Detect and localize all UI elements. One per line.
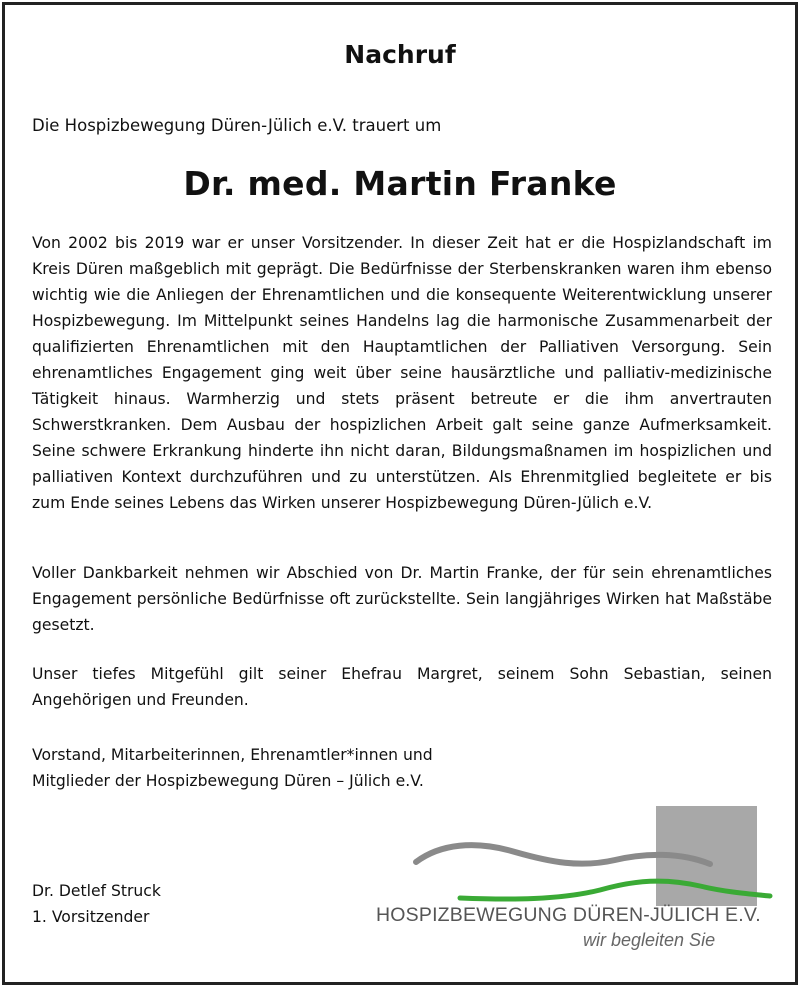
signature-line-2: Mitglieder der Hospizbewegung Düren – Jülich e.V. (32, 772, 424, 790)
logo-name: HOSPIZBEWEGUNG DÜREN-JÜLICH E.V. (376, 904, 761, 926)
signatory-role: 1. Vorsitzender (32, 908, 150, 926)
signatory (32, 878, 161, 930)
signature-line-1: Vorstand, Mitarbeiterinnen, Ehrenamtler*innen und (32, 746, 433, 764)
logo-tagline: wir begleiten Sie (583, 930, 716, 950)
intro-text: Die Hospizbewegung Düren-Jülich e.V. trauert um (32, 116, 442, 135)
paragraph-condolence: Unser tiefes Mitgefühl gilt seiner Ehefrau Margret, seinem Sohn Sebastian, seinen Angehörigen und Freunden. (32, 665, 772, 709)
organization-logo (376, 800, 780, 960)
signatory-name: Dr. Detlef Struck (32, 882, 161, 900)
paragraph-farewell: Voller Dankbarkeit nehmen wir Abschied von Dr. Martin Franke, der für sein ehrenamtliches Engagement persönliche Bedürfnisse oft zurückstellte. Sein langjähriges Wirken hat Maßstäbe gesetzt. (32, 564, 772, 634)
deceased-name: Dr. med. Martin Franke (183, 164, 617, 203)
signature-block (32, 742, 433, 794)
logo-graphic-icon (400, 800, 780, 910)
page-title: Nachruf (344, 40, 456, 69)
paragraph-tribute: Von 2002 bis 2019 war er unser Vorsitzender. In dieser Zeit hat er die Hospizlandschaft im Kreis Düren maßgeblich mit geprägt. Die Bedürfnisse der Sterbenskranken waren ihm ebenso wichtig wie die Anliegen der Ehrenamtlichen und die konsequente Weiterentwicklung unserer Hospizbewegung. Im Mittelpunkt seines Handelns lag die harmonische Zusammenarbeit der qualifizierten Ehrenamtlichen mit den Hauptamtlichen der Palliativen Versorgung. Sein ehrenamtliches Engagement ging weit über seine hausärztliche und palliativ-medizinische Tätigkeit hinaus. Warmherzig und stets präsent betreute er die ihm anvertrauten Schwerstkranken. Dem Ausbau der hospizlichen Arbeit galt seine ganze Aufmerksamkeit. Seine schwere Erkrankung hinderte ihn nicht daran, Bildungsmaßnamen im hospizlichen und palliativen Kontext durchzuführen und zu unterstützen. Als Ehrenmitglied begleitete er bis zum Ende seines Lebens das Wirken unserer Hospizbewegung Düren-Jülich e.V. (32, 234, 772, 512)
